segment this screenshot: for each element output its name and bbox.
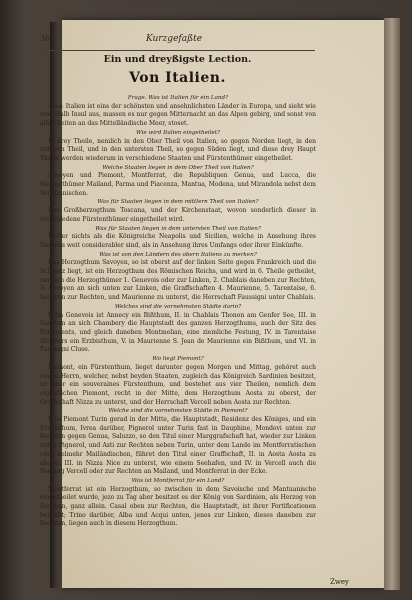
- page-header: [40, 34, 308, 48]
- paragraph-text: Was ist von den Ländern des obern Italiens zu merken?: [99, 251, 257, 258]
- paragraph-text: Was ist Italien für ein Land?: [148, 95, 229, 101]
- header-rule: [40, 50, 315, 51]
- paragraph-text: Was ist Montferrat für ein Land?: [131, 477, 225, 484]
- answer-paragraph: [40, 486, 316, 530]
- paragraph-text: In drey Theile, nemlich in den Ober Theil von Italien, so gegen Norden liegt, in den mittlern Theil, und in den untersten Theil, so gegen Süden liegt, und diese drey Haupt Theile werden wiederum in verschiedene Staaten und Fürstenthümer eingetheilet.: [40, 137, 316, 162]
- page-body: [40, 94, 316, 529]
- question-line: [40, 198, 316, 207]
- question-line: [40, 94, 316, 103]
- lesson-heading: Ein und dreyßigste Lection.: [103, 54, 252, 65]
- question-line: [40, 164, 316, 173]
- answer-paragraph: [40, 259, 316, 303]
- answer-paragraph: [40, 138, 316, 164]
- question-line: [40, 225, 316, 234]
- paragraph-text: Wie wird Italien eingetheilet?: [135, 129, 221, 136]
- question-line: [40, 129, 316, 138]
- question-line: [40, 477, 316, 486]
- paragraph-text: Wo liegt Piemont?: [152, 356, 204, 363]
- question-line: [40, 355, 316, 364]
- paragraph-text: Italien ist eins der schönsten und ansehnlichsten Länder in Europa, und sieht wie eine Halb Insul aus, massen es nur gegen Mitternacht an das Alpen gebirg, und sonst von allen Seiten an das Mittelländische Meer, stoset.: [40, 102, 316, 128]
- answer-paragraph: [40, 233, 316, 250]
- question-line: [40, 303, 316, 312]
- answer-paragraph: [40, 364, 316, 408]
- page-number: 36: [40, 34, 51, 43]
- question-line: [40, 407, 316, 416]
- paragraph-text: Das Herzogthum Savoyen, so ist oberst auf der linken Seite gegen Frankreich und die Schweiz liegt, ist ein Herzogthum des Römischen Reichs, und wird in 6. Theile getheilet, nemlich die Herzogthümer 1. Genevois oder zur Linken, 2. Chablais daneben zur Rechten, 3. Savoyen an sich unten zur Linken, die Graffschaften 4. Maurienne, 5. Tarentaise, 6. Savoyen zur Rechten, und Maurienne zu unterst, die Herrschaft Faussigni unter Chablais.: [40, 259, 316, 302]
- paragraph-text: Weiter nichts als die Königreiche Neapolis und Sicilien, welche in Ansehung ihres Namens weit considerabler sind, als in Ansehung ihres Umfangs oder ihrer Einkünfte.: [40, 233, 316, 249]
- chapter-title: Von Italien.: [129, 70, 226, 86]
- paragraph-text: Montferrat ist ein Herzogthum, so zwischen in dem Savoische und Mantuanische eingetheilet wurde, jezo zu Tag aber besitzet es der König von Sardinien, als Herzog von Savoyen, ganz allein. Casal oben zur Rechten, die Hauptstadt, ist ihrer Fortificationen beraubt; Trino darüber, Alba und Acqui unten, jenes zur Linken, dieses daneben zur Rechten, liegen auch in diesem Herzogthum.: [40, 485, 316, 528]
- answer-paragraph: [40, 103, 316, 129]
- answer-paragraph: [40, 207, 316, 224]
- running-head: Kurzgefaßte: [145, 34, 203, 44]
- catchword: Zwey: [330, 578, 349, 586]
- answer-paragraph: [40, 416, 316, 477]
- paragraph-text: Das Großherzogthum Toscana, und der Kirchenstaat, wovon sonderlich dieser in verschiedene Fürstenthümer eingetheilet wird.: [40, 207, 316, 223]
- paragraph-text: I. Im Genevois ist Annecy ein Bißthum, II. in Chablais Thonon am Genfer See, III. in Savoyen an sich Chambery die Hauptstadt des ganzen Herzogthums, auch der Sitz des Parlaments, und gleich daneben Montmelian, eine ziemliche Festung, IV. in Tarentaise Moutiers ein Erzbisthum, V. in Maurienne S. Jean de Maurienne ein Bißthum, und VI. in Faussigni Cluse.: [40, 311, 316, 354]
- speaker-label: Frage.: [127, 95, 147, 101]
- paragraph-text: Was für Staaten liegen in dem untersten Theil von Italien?: [95, 225, 261, 232]
- paragraph-text: Savoyen und Piemont, Montferrat, die Republiquen Genua, und Lucca, die Herzogthümer Mailand, Parma und Piacenza, Mantua, Modena, und Mirandola nebst dem Venetianischen.: [40, 172, 316, 197]
- paragraph-text: Welche Staaten liegen in dem Ober Theil von Italien?: [102, 164, 254, 171]
- paragraph-text: I. In Piemont Turin gerad in der Mitte, die Hauptstadt, Residenz des Königes, und ein Erzbisthum, Ivrea darüber, Pignerol unter Turin fast in Dauphine, Mondovi unten zur Rechten gegen Genua, Saluzzo, so den Titul einer Marggrafschaft hat, wieder zur Linken unter Pignerol, und Asti zur Rechten neben Turin, unter dem Lande im Montferratischen oder nelmehr Mailändischen, führet den Titul einer Graffschaft, II. in Aosta Aosta zu oberst, III. in Nizza Nice zu unterst, wie einem Seehafen, und IV. in Vercell auch die Festung Vercell oder zur Rechten an Mailand, und Montferrat in der Ecke.: [40, 416, 316, 476]
- answer-paragraph: [40, 172, 316, 198]
- page-edge: [384, 18, 400, 590]
- speaker-label: Antw.: [48, 103, 64, 110]
- paragraph-text: Welches sind die vornehmsten Städte darin?: [114, 303, 242, 310]
- paragraph-text: Welche sind die vornehmsten Städte in Piemont?: [108, 408, 248, 415]
- question-line: [40, 251, 316, 260]
- paragraph-text: Piemont, ein Fürstenthum, lieget darunter gegen Morgen und Mittag, gehöret auch einem Herrn, welcher, nebst beyden Staaten, zugleich das Königreich Sardinien besitzet, ist aber ein souveraines Fürstenthum, und bestehet aus vier Theilen, nemlich dem eigentlichen Piemont, recht in der Mitte, dem Herzogthum Aosta zu oberst, der Graffschaft Nizza zu unterst, und der Herrschaft Vercell neben Aosta zur Rechten.: [40, 363, 316, 406]
- answer-paragraph: [40, 312, 316, 356]
- paragraph-text: Was für Staaten liegen in dem mittlern Theil von Italien?: [97, 199, 259, 206]
